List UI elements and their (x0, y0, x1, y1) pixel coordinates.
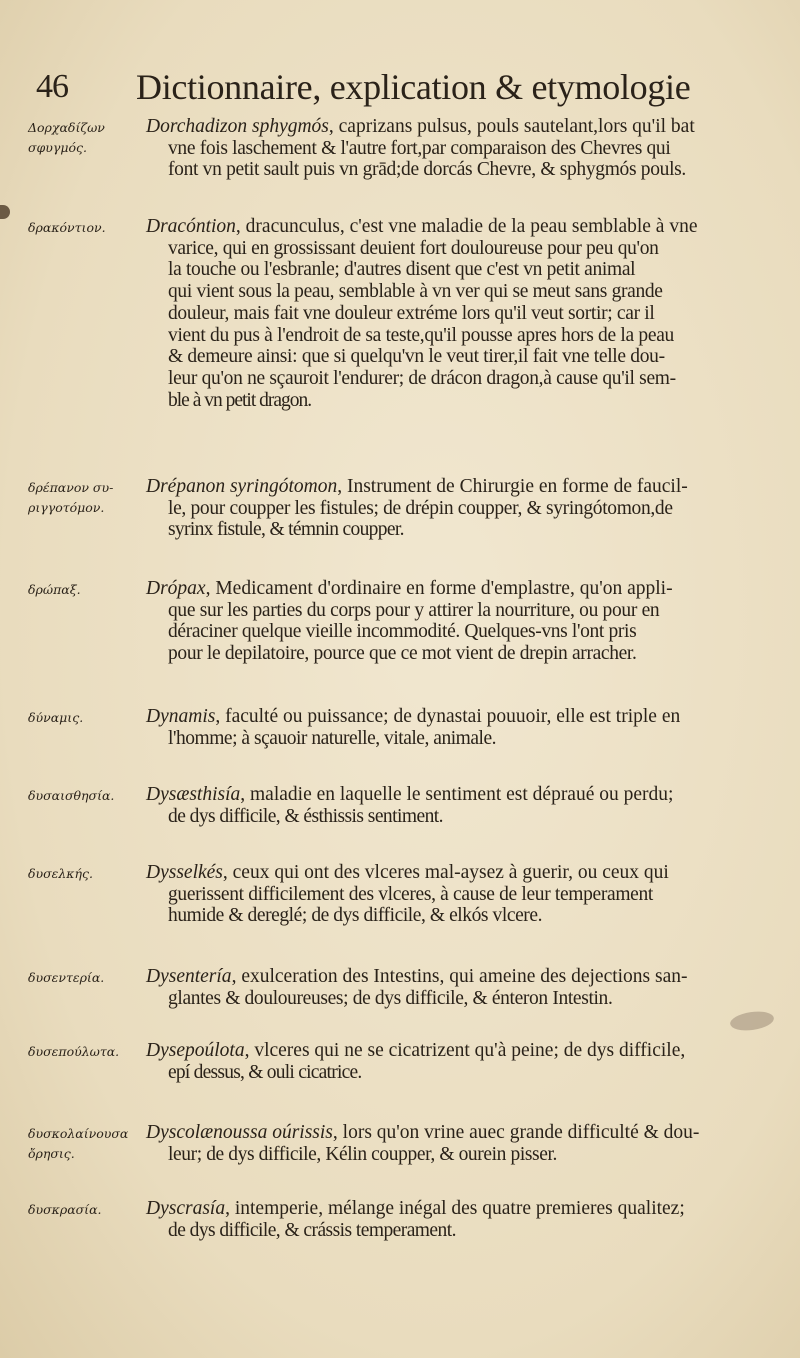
greek-headword: δυσεντερία. (28, 970, 105, 985)
greek-headword: δυσελκής. (28, 866, 93, 881)
entry-term: Dysæsthisía (146, 784, 241, 805)
entry-term: Dyscrasía (146, 1198, 226, 1219)
page-number: 46 (36, 68, 68, 105)
entry-term: Dysentería (146, 966, 232, 987)
greek-headword: δυσκρασία. (28, 1202, 102, 1217)
entry-term: Dracóntion (146, 216, 236, 237)
entry-term: Dynamis (146, 706, 216, 727)
ink-stain (729, 1009, 775, 1033)
page-edge-mark (0, 205, 10, 219)
greek-headword: δυσαισθησία. (28, 788, 115, 803)
entry-term: Drópax (146, 578, 206, 599)
greek-headword: δύναμις. (28, 710, 84, 725)
entry-definition: Dysæsthisía, maladie en laquelle le sentiment est dépraué ou perdu; de dys difficile, & ésthissis sentiment. (146, 784, 674, 827)
entry-definition: Dysepoúlota, vlceres qui ne se cicatrizent qu'à peine; de dys difficile, epí dessus, & ouli cicatrice. (146, 1040, 686, 1083)
entry-definition: Dysselkés, ceux qui ont des vlceres mal-aysez à guerir, ou ceux qui guerissent difficilement des vlceres, à cause de leur temperament humide & dereglé; de dys difficile, & elkós vlcere. (146, 862, 669, 927)
entry-definition: Dynamis, faculté ou puissance; de dynastai pouuoir, elle est triple en l'homme; à sçauoir naturelle, vitale, animale. (146, 706, 681, 749)
greek-headword: δυσκολαίνουσα ὄρησις. (28, 1126, 129, 1161)
entry-definition: Dracóntion, dracunculus, c'est vne maladie de la peau semblable à vne varice, qui en grossissant deuient fort douloureuse pour peu qu'on la touche ou l'esbranle; d'autres disent que c'est vn petit animal qui vient sous la peau, semblable à vn ver qui se meut sans grande douleur, mais fait vne douleur extréme lors qu'il veut sortir; car il vient du pus à l'endroit de sa teste,qu'il pousse apres hors de la peau & demeure ainsi: que si quelqu'vn le veut tirer,il fait vne telle dou- leur qu'on ne sçauroit l'endurer; de drácon dragon,à cause qu'il sem- ble à vn petit dragon. (146, 216, 698, 411)
entry-term: Drépanon syringótomon (146, 476, 338, 497)
entry-term: Dorchadizon sphygmós (146, 116, 329, 137)
greek-headword: δρακόντιον. (28, 220, 106, 235)
entry-definition: Dysentería, exulceration des Intestins, qui ameine des dejections san- glantes & douloureuses; de dys difficile, & énteron Intestin. (146, 966, 688, 1009)
greek-headword: δρώπαξ. (28, 582, 81, 597)
greek-headword: δρέπανον συ- ριγγοτόμον. (28, 480, 114, 515)
entry-term: Dyscolænoussa oúrissis (146, 1122, 333, 1143)
greek-headword: δυσεπούλωτα. (28, 1044, 120, 1059)
running-title: Dictionnaire, explication & etymologie (136, 67, 691, 107)
entry-term: Dysselkés (146, 862, 223, 883)
greek-headword: Δορχαδίζων σφυγμός. (28, 120, 105, 155)
page-header (32, 62, 760, 112)
entry-definition: Drépanon syringótomon, Instrument de Chirurgie en forme de faucil- le, pour coupper les fistules; de drépin coupper, & syringótomon,de syrinx fistule, & témnin coupper. (146, 476, 688, 541)
entry-definition: Dyscolænoussa oúrissis, lors qu'on vrine auec grande difficulté & dou- leur; de dys difficile, Kélin coupper, & ourein pisser. (146, 1122, 700, 1165)
entry-definition: Dyscrasía, intemperie, mélange inégal des quatre premieres qualitez; de dys difficile, & crássis temperament. (146, 1198, 685, 1241)
entry-term: Dysepoúlota (146, 1040, 245, 1061)
entry-definition: Drópax, Medicament d'ordinaire en forme d'emplastre, qu'on appli- que sur les parties du corps pour y attirer la nourriture, ou pour en déraciner quelque vieille incommodité. Quelques-vns l'ont pris pour le depilatoire, pource que ce mot vient de drepin arracher. (146, 578, 673, 665)
entry-definition: Dorchadizon sphygmós, caprizans pulsus, pouls sautelant,lors qu'il bat vne fois laschement & l'autre fort,par comparaison des Chevres qui font vn petit sault puis vn grād;de dorcás Chevre, & sphygmós pouls. (146, 116, 695, 181)
